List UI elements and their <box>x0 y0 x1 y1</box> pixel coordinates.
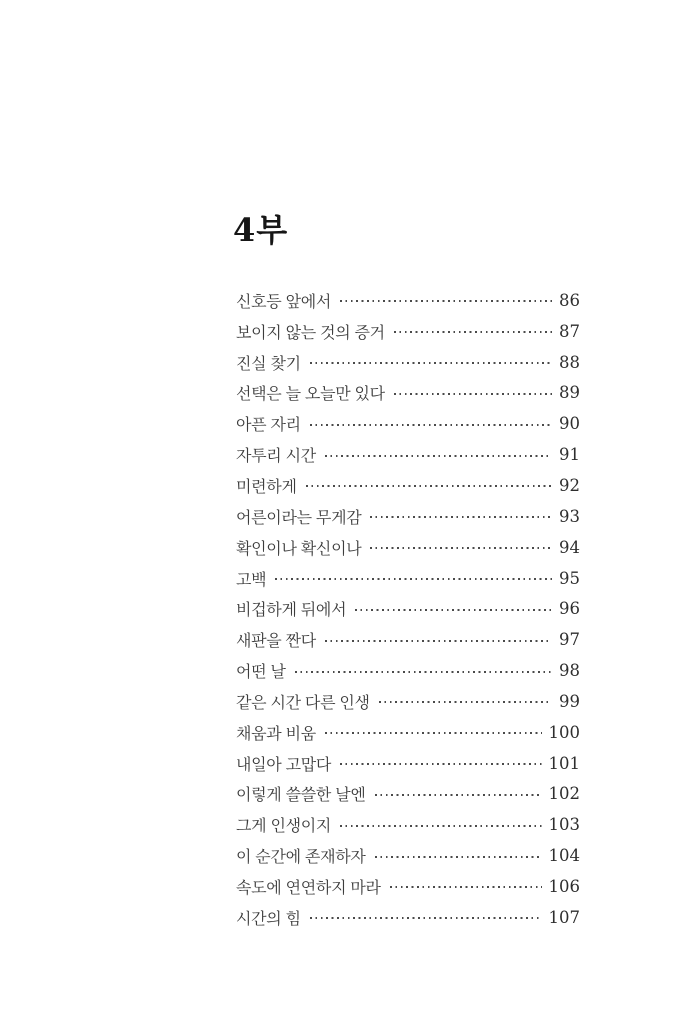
toc-item-page-number: 103 <box>548 815 580 835</box>
toc-item-title: 아픈 자리 <box>236 417 301 435</box>
dot-leader <box>295 671 552 673</box>
toc-item-title: 선택은 늘 오늘만 있다 <box>236 386 385 404</box>
toc-item-page-number: 89 <box>559 383 580 403</box>
toc-row <box>236 378 580 409</box>
toc-row <box>236 686 580 717</box>
dot-leader <box>394 393 552 395</box>
toc-item-title: 자투리 시간 <box>236 448 316 466</box>
toc-item-title: 진실 찾기 <box>236 355 301 373</box>
toc-item-page-number: 100 <box>548 722 580 742</box>
toc-item-page-number: 98 <box>559 661 580 681</box>
toc-row <box>236 563 580 594</box>
toc-item-title: 어른이라는 무게감 <box>236 509 362 527</box>
toc-item-page-number: 91 <box>559 445 580 465</box>
dot-leader <box>310 917 542 919</box>
toc-item-page-number: 92 <box>559 475 580 495</box>
toc-item-page-number: 90 <box>559 414 580 434</box>
toc-row <box>236 871 580 902</box>
toc-item-page-number: 107 <box>548 907 580 927</box>
section-heading: 4부 <box>233 211 289 249</box>
dot-leader <box>340 300 552 302</box>
toc-list <box>236 285 580 933</box>
toc-row <box>236 532 580 563</box>
toc-item-page-number: 104 <box>548 846 580 866</box>
dot-leader <box>275 578 552 580</box>
dot-leader <box>370 516 552 518</box>
toc-item-page-number: 94 <box>559 537 580 557</box>
toc-row <box>236 593 580 624</box>
toc-row <box>236 902 580 933</box>
toc-row <box>236 748 580 779</box>
toc-item-page-number: 88 <box>559 352 580 372</box>
toc-item-page-number: 99 <box>559 691 580 711</box>
dot-leader <box>390 886 542 888</box>
dot-leader <box>394 331 552 333</box>
dot-leader <box>310 362 552 364</box>
dot-leader <box>310 424 552 426</box>
toc-item-page-number: 96 <box>559 599 580 619</box>
toc-item-title: 새판을 짠다 <box>236 633 316 651</box>
dot-leader <box>325 732 542 734</box>
toc-item-page-number: 87 <box>559 321 580 341</box>
toc-item-title: 미련하게 <box>236 478 297 496</box>
toc-row <box>236 285 580 316</box>
toc-row <box>236 408 580 439</box>
dot-leader <box>340 763 541 765</box>
toc-item-page-number: 101 <box>548 753 580 773</box>
dot-leader <box>306 485 552 487</box>
toc-item-title: 어떤 날 <box>236 664 286 682</box>
dot-leader <box>340 825 541 827</box>
toc-row <box>236 809 580 840</box>
dot-leader <box>325 455 552 457</box>
toc-item-title: 이렇게 쓸쓸한 날엔 <box>236 787 366 805</box>
toc-row <box>236 717 580 748</box>
dot-leader <box>370 547 552 549</box>
dot-leader <box>375 856 542 858</box>
toc-item-title: 채움과 비움 <box>236 725 316 743</box>
toc-item-page-number: 106 <box>548 876 580 896</box>
toc-row <box>236 316 580 347</box>
toc-item-title: 그게 인생이지 <box>236 818 332 836</box>
toc-row <box>236 624 580 655</box>
dot-leader <box>379 701 552 703</box>
toc-row <box>236 470 580 501</box>
toc-item-page-number: 86 <box>559 290 580 310</box>
toc-row <box>236 439 580 470</box>
toc-item-title: 보이지 않는 것의 증거 <box>236 324 385 342</box>
toc-row <box>236 347 580 378</box>
toc-item-title: 속도에 연연하지 마라 <box>236 879 381 897</box>
dot-leader <box>375 794 542 796</box>
toc-item-page-number: 102 <box>548 784 580 804</box>
toc-item-title: 시간의 힘 <box>236 910 301 928</box>
dot-leader <box>355 609 552 611</box>
toc-item-title: 고백 <box>236 571 267 589</box>
toc-row <box>236 840 580 871</box>
toc-item-title: 신호등 앞에서 <box>236 293 332 311</box>
toc-item-title: 확인이나 확신이나 <box>236 540 362 558</box>
toc-item-title: 비겁하게 뒤에서 <box>236 602 347 620</box>
toc-row <box>236 779 580 810</box>
toc-item-page-number: 93 <box>559 506 580 526</box>
toc-row <box>236 501 580 532</box>
toc-row <box>236 655 580 686</box>
dot-leader <box>325 640 552 642</box>
toc-item-title: 이 순간에 존재하자 <box>236 849 366 867</box>
toc-item-page-number: 95 <box>559 568 580 588</box>
toc-item-title: 내일아 고맙다 <box>236 756 332 774</box>
toc-item-title: 같은 시간 다른 인생 <box>236 694 370 712</box>
toc-item-page-number: 97 <box>559 630 580 650</box>
